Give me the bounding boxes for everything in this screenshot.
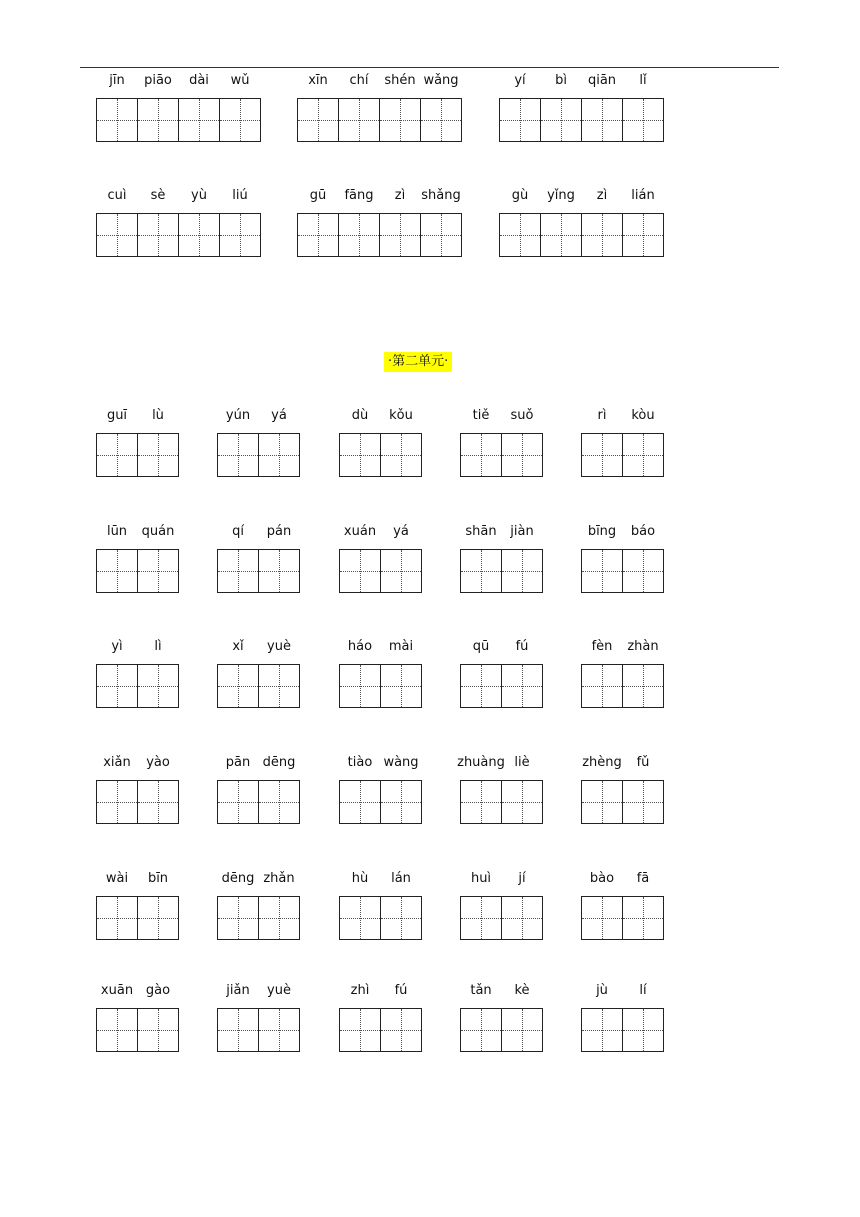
writing-cell[interactable] bbox=[501, 896, 543, 940]
writing-cell[interactable] bbox=[501, 433, 543, 477]
pinyin-syllable: xǐ bbox=[232, 639, 244, 654]
pinyin-syllable: qū bbox=[472, 639, 490, 654]
pinyin-syllable: tiě bbox=[472, 408, 490, 423]
writing-grid bbox=[499, 98, 664, 142]
writing-cell[interactable] bbox=[622, 1008, 664, 1052]
writing-cell[interactable] bbox=[581, 213, 623, 257]
writing-cell[interactable] bbox=[460, 896, 502, 940]
writing-grid bbox=[581, 780, 664, 824]
pinyin-syllable: fā bbox=[636, 871, 650, 886]
pinyin-label bbox=[581, 638, 664, 656]
pinyin-syllable: kòu bbox=[631, 408, 655, 423]
pinyin-syllable: tiào bbox=[347, 755, 373, 770]
pinyin-syllable: wàng bbox=[383, 755, 419, 770]
pinyin-syllable: xīn bbox=[308, 73, 328, 88]
writing-cell[interactable] bbox=[137, 213, 179, 257]
writing-cell[interactable] bbox=[581, 780, 623, 824]
writing-cell[interactable] bbox=[137, 549, 179, 593]
writing-cell[interactable] bbox=[258, 433, 300, 477]
writing-cell[interactable] bbox=[339, 664, 381, 708]
pinyin-syllable: yù bbox=[191, 188, 207, 203]
writing-cell[interactable] bbox=[460, 433, 502, 477]
writing-grid bbox=[339, 896, 422, 940]
writing-cell[interactable] bbox=[420, 98, 462, 142]
pinyin-syllable: wǎng bbox=[423, 73, 459, 88]
pinyin-syllable: yǐng bbox=[547, 188, 575, 203]
writing-grid bbox=[581, 896, 664, 940]
pinyin-syllable: bào bbox=[589, 871, 615, 886]
pinyin-syllable: fú bbox=[394, 983, 408, 998]
writing-cell[interactable] bbox=[339, 896, 381, 940]
writing-grid bbox=[217, 896, 300, 940]
writing-grid bbox=[581, 433, 664, 477]
writing-cell[interactable] bbox=[339, 1008, 381, 1052]
writing-grid bbox=[217, 1008, 300, 1052]
writing-cell[interactable] bbox=[258, 780, 300, 824]
pinyin-syllable: yào bbox=[146, 755, 170, 770]
pinyin-syllable: kǒu bbox=[389, 408, 413, 423]
pinyin-label bbox=[460, 407, 543, 425]
writing-cell[interactable] bbox=[96, 433, 138, 477]
writing-cell[interactable] bbox=[137, 98, 179, 142]
writing-cell[interactable] bbox=[217, 780, 259, 824]
pinyin-label bbox=[297, 187, 462, 205]
writing-cell[interactable] bbox=[178, 98, 220, 142]
writing-cell[interactable] bbox=[258, 549, 300, 593]
writing-cell[interactable] bbox=[217, 549, 259, 593]
writing-cell[interactable] bbox=[339, 549, 381, 593]
writing-cell[interactable] bbox=[96, 664, 138, 708]
writing-grid bbox=[217, 664, 300, 708]
writing-cell[interactable] bbox=[258, 664, 300, 708]
writing-cell[interactable] bbox=[217, 1008, 259, 1052]
pinyin-label bbox=[581, 523, 664, 541]
writing-cell[interactable] bbox=[137, 780, 179, 824]
pinyin-syllable: quán bbox=[141, 524, 175, 539]
writing-grid bbox=[339, 664, 422, 708]
pinyin-syllable: bì bbox=[555, 73, 567, 88]
pinyin-syllable: qiān bbox=[587, 73, 617, 88]
writing-cell[interactable] bbox=[380, 896, 422, 940]
writing-grid bbox=[339, 433, 422, 477]
pinyin-label bbox=[96, 870, 179, 888]
writing-grid bbox=[460, 433, 543, 477]
pinyin-label bbox=[217, 407, 300, 425]
pinyin-label bbox=[499, 187, 664, 205]
pinyin-syllable: shǎng bbox=[421, 188, 461, 203]
writing-cell[interactable] bbox=[581, 433, 623, 477]
pinyin-syllable: jīn bbox=[109, 73, 125, 88]
pinyin-syllable: bīn bbox=[147, 871, 169, 886]
section-title-unit-two: ·第二单元· bbox=[384, 352, 452, 372]
writing-cell[interactable] bbox=[460, 780, 502, 824]
writing-cell[interactable] bbox=[217, 664, 259, 708]
pinyin-syllable: jiǎn bbox=[226, 983, 250, 998]
pinyin-label bbox=[96, 72, 261, 90]
writing-grid bbox=[581, 664, 664, 708]
writing-cell[interactable] bbox=[339, 780, 381, 824]
pinyin-syllable: zhì bbox=[350, 983, 370, 998]
pinyin-syllable: báo bbox=[630, 524, 656, 539]
pinyin-label bbox=[581, 407, 664, 425]
writing-cell[interactable] bbox=[96, 896, 138, 940]
pinyin-syllable: fǔ bbox=[636, 755, 650, 770]
pinyin-syllable: yá bbox=[393, 524, 409, 539]
pinyin-syllable: yì bbox=[111, 639, 123, 654]
pinyin-syllable: cuì bbox=[107, 188, 127, 203]
pinyin-syllable: zhàn bbox=[627, 639, 659, 654]
writing-cell[interactable] bbox=[581, 664, 623, 708]
pinyin-syllable: xuán bbox=[343, 524, 377, 539]
writing-cell[interactable] bbox=[380, 433, 422, 477]
writing-cell[interactable] bbox=[420, 213, 462, 257]
writing-grid bbox=[297, 213, 462, 257]
writing-cell[interactable] bbox=[217, 896, 259, 940]
pinyin-label bbox=[217, 638, 300, 656]
pinyin-syllable: jí bbox=[518, 871, 526, 886]
pinyin-label bbox=[581, 870, 664, 888]
pinyin-syllable: liú bbox=[232, 188, 248, 203]
writing-cell[interactable] bbox=[380, 780, 422, 824]
writing-grid bbox=[96, 98, 261, 142]
pinyin-syllable: zì bbox=[596, 188, 608, 203]
pinyin-syllable: hù bbox=[351, 871, 369, 886]
pinyin-label bbox=[581, 982, 664, 1000]
pinyin-syllable: yuè bbox=[267, 639, 291, 654]
writing-cell[interactable] bbox=[96, 98, 138, 142]
writing-grid bbox=[96, 213, 261, 257]
pinyin-syllable: dēng bbox=[221, 871, 255, 886]
pinyin-syllable: pán bbox=[266, 524, 292, 539]
writing-cell[interactable] bbox=[338, 98, 380, 142]
writing-cell[interactable] bbox=[581, 896, 623, 940]
pinyin-syllable: piāo bbox=[144, 73, 172, 88]
writing-cell[interactable] bbox=[96, 1008, 138, 1052]
pinyin-label bbox=[339, 870, 422, 888]
pinyin-syllable: lí bbox=[639, 983, 647, 998]
writing-grid bbox=[339, 1008, 422, 1052]
pinyin-label bbox=[297, 72, 462, 90]
writing-grid bbox=[217, 433, 300, 477]
pinyin-syllable: huì bbox=[470, 871, 492, 886]
writing-grid bbox=[96, 896, 179, 940]
pinyin-syllable: lián bbox=[631, 188, 655, 203]
pinyin-syllable: gào bbox=[145, 983, 171, 998]
pinyin-syllable: háo bbox=[347, 639, 373, 654]
pinyin-label bbox=[339, 754, 422, 772]
writing-cell[interactable] bbox=[581, 549, 623, 593]
pinyin-label bbox=[339, 638, 422, 656]
writing-cell[interactable] bbox=[622, 98, 664, 142]
pinyin-label bbox=[217, 523, 300, 541]
writing-cell[interactable] bbox=[380, 1008, 422, 1052]
pinyin-syllable: yí bbox=[514, 73, 526, 88]
pinyin-syllable: dēng bbox=[262, 755, 296, 770]
writing-grid bbox=[96, 1008, 179, 1052]
pinyin-syllable: zhǎn bbox=[263, 871, 295, 886]
pinyin-syllable: yuè bbox=[267, 983, 291, 998]
writing-grid bbox=[297, 98, 462, 142]
writing-grid bbox=[499, 213, 664, 257]
writing-cell[interactable] bbox=[338, 213, 380, 257]
pinyin-label bbox=[96, 187, 261, 205]
writing-cell[interactable] bbox=[96, 780, 138, 824]
writing-grid bbox=[581, 1008, 664, 1052]
writing-grid bbox=[460, 1008, 543, 1052]
writing-cell[interactable] bbox=[379, 213, 421, 257]
writing-grid bbox=[581, 549, 664, 593]
pinyin-syllable: chí bbox=[349, 73, 369, 88]
pinyin-syllable: mài bbox=[388, 639, 414, 654]
writing-cell[interactable] bbox=[380, 549, 422, 593]
pinyin-syllable: yá bbox=[271, 408, 287, 423]
pinyin-syllable: xuān bbox=[100, 983, 134, 998]
writing-grid bbox=[460, 780, 543, 824]
writing-cell[interactable] bbox=[297, 98, 339, 142]
pinyin-label bbox=[96, 982, 179, 1000]
pinyin-label bbox=[339, 407, 422, 425]
pinyin-syllable: gù bbox=[511, 188, 529, 203]
pinyin-label bbox=[217, 754, 300, 772]
pinyin-syllable: fú bbox=[515, 639, 529, 654]
writing-cell[interactable] bbox=[219, 98, 261, 142]
writing-cell[interactable] bbox=[460, 664, 502, 708]
writing-grid bbox=[339, 549, 422, 593]
pinyin-syllable: yún bbox=[225, 408, 251, 423]
pinyin-syllable: guī bbox=[106, 408, 128, 423]
writing-grid bbox=[460, 896, 543, 940]
pinyin-label bbox=[96, 407, 179, 425]
writing-cell[interactable] bbox=[499, 213, 541, 257]
writing-grid bbox=[217, 780, 300, 824]
writing-cell[interactable] bbox=[581, 1008, 623, 1052]
writing-cell[interactable] bbox=[137, 896, 179, 940]
writing-cell[interactable] bbox=[622, 664, 664, 708]
writing-cell[interactable] bbox=[501, 780, 543, 824]
pinyin-syllable: lūn bbox=[106, 524, 128, 539]
pinyin-syllable: zì bbox=[394, 188, 406, 203]
pinyin-syllable: dù bbox=[351, 408, 369, 423]
writing-cell[interactable] bbox=[581, 98, 623, 142]
writing-cell[interactable] bbox=[622, 780, 664, 824]
pinyin-syllable: qí bbox=[232, 524, 244, 539]
writing-cell[interactable] bbox=[501, 664, 543, 708]
pinyin-label bbox=[581, 754, 664, 772]
pinyin-label bbox=[217, 982, 300, 1000]
pinyin-label bbox=[217, 870, 300, 888]
writing-cell[interactable] bbox=[137, 1008, 179, 1052]
writing-cell[interactable] bbox=[297, 213, 339, 257]
writing-grid bbox=[460, 664, 543, 708]
top-divider-line bbox=[80, 67, 779, 68]
pinyin-syllable: pān bbox=[225, 755, 251, 770]
pinyin-syllable: rì bbox=[597, 408, 607, 423]
writing-grid bbox=[217, 549, 300, 593]
pinyin-syllable: fāng bbox=[344, 188, 374, 203]
pinyin-label bbox=[96, 523, 179, 541]
pinyin-syllable: jù bbox=[596, 983, 608, 998]
writing-cell[interactable] bbox=[258, 1008, 300, 1052]
pinyin-syllable: tǎn bbox=[470, 983, 492, 998]
writing-cell[interactable] bbox=[217, 433, 259, 477]
writing-cell[interactable] bbox=[540, 213, 582, 257]
pinyin-syllable: dài bbox=[189, 73, 209, 88]
pinyin-label bbox=[460, 982, 543, 1000]
pinyin-label bbox=[339, 982, 422, 1000]
pinyin-label bbox=[460, 523, 543, 541]
pinyin-syllable: zhuàng bbox=[457, 755, 505, 770]
writing-cell[interactable] bbox=[379, 98, 421, 142]
pinyin-syllable: kè bbox=[514, 983, 530, 998]
pinyin-syllable: xiǎn bbox=[103, 755, 131, 770]
writing-cell[interactable] bbox=[96, 213, 138, 257]
writing-cell[interactable] bbox=[622, 896, 664, 940]
pinyin-label bbox=[339, 523, 422, 541]
pinyin-label bbox=[499, 72, 664, 90]
pinyin-syllable: lǐ bbox=[639, 73, 647, 88]
writing-grid bbox=[96, 433, 179, 477]
pinyin-label bbox=[460, 638, 543, 656]
pinyin-syllable: shān bbox=[465, 524, 497, 539]
pinyin-syllable: wǔ bbox=[230, 73, 250, 88]
pinyin-syllable: lù bbox=[152, 408, 164, 423]
pinyin-label bbox=[460, 870, 543, 888]
pinyin-syllable: gū bbox=[309, 188, 327, 203]
writing-cell[interactable] bbox=[96, 549, 138, 593]
writing-cell[interactable] bbox=[499, 98, 541, 142]
pinyin-syllable: suǒ bbox=[510, 408, 534, 423]
writing-cell[interactable] bbox=[501, 1008, 543, 1052]
writing-cell[interactable] bbox=[380, 664, 422, 708]
pinyin-syllable: lì bbox=[154, 639, 162, 654]
writing-cell[interactable] bbox=[219, 213, 261, 257]
writing-grid bbox=[96, 780, 179, 824]
writing-grid bbox=[96, 664, 179, 708]
pinyin-syllable: lán bbox=[391, 871, 411, 886]
writing-cell[interactable] bbox=[178, 213, 220, 257]
writing-cell[interactable] bbox=[258, 896, 300, 940]
writing-grid bbox=[460, 549, 543, 593]
pinyin-syllable: shén bbox=[384, 73, 416, 88]
writing-cell[interactable] bbox=[137, 433, 179, 477]
pinyin-syllable: sè bbox=[150, 188, 166, 203]
pinyin-syllable: zhèng bbox=[582, 755, 622, 770]
writing-cell[interactable] bbox=[540, 98, 582, 142]
pinyin-syllable: liè bbox=[514, 755, 530, 770]
pinyin-syllable: jiàn bbox=[510, 524, 534, 539]
writing-grid bbox=[96, 549, 179, 593]
writing-cell[interactable] bbox=[622, 549, 664, 593]
writing-cell[interactable] bbox=[622, 433, 664, 477]
pinyin-label bbox=[96, 754, 179, 772]
writing-grid bbox=[339, 780, 422, 824]
pinyin-label bbox=[457, 754, 543, 772]
pinyin-syllable: fèn bbox=[591, 639, 613, 654]
writing-cell[interactable] bbox=[501, 549, 543, 593]
pinyin-syllable: bīng bbox=[587, 524, 617, 539]
writing-cell[interactable] bbox=[339, 433, 381, 477]
pinyin-label bbox=[96, 638, 179, 656]
writing-cell[interactable] bbox=[460, 549, 502, 593]
writing-cell[interactable] bbox=[460, 1008, 502, 1052]
writing-cell[interactable] bbox=[137, 664, 179, 708]
writing-cell[interactable] bbox=[622, 213, 664, 257]
pinyin-syllable: wài bbox=[105, 871, 129, 886]
